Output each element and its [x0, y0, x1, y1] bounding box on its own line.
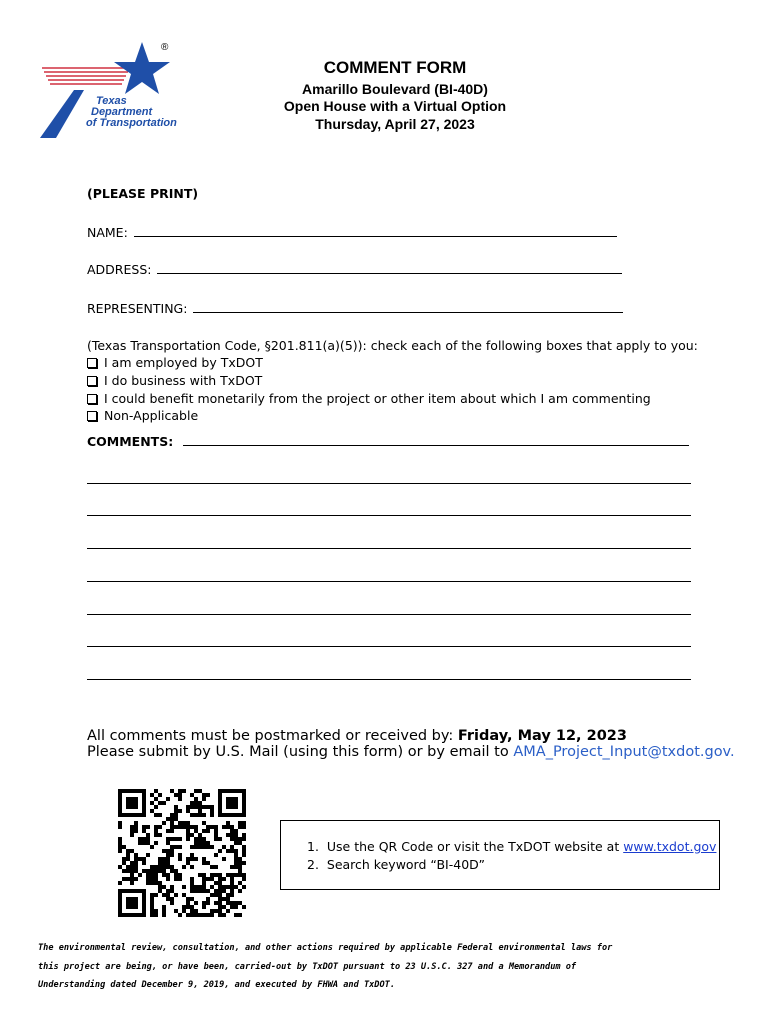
submit-prefix: Please submit by U.S. Mail (using this form) or by email to: [87, 744, 514, 760]
representing-label: REPRESENTING:: [87, 301, 188, 316]
instruction-text: Use the QR Code or visit the TxDOT website at: [326, 839, 624, 854]
name-label: NAME:: [87, 225, 128, 240]
footer-line: The environmental review, consultation, and other actions required by applicable Federal environmental laws for: [38, 943, 613, 953]
comment-line[interactable]: [87, 515, 691, 516]
deadline-prefix: All comments must be postmarked or received by:: [87, 728, 458, 744]
checkbox-icon[interactable]: [87, 394, 97, 404]
submit-suffix: .: [730, 744, 735, 760]
checkbox-business[interactable]: [87, 373, 262, 388]
name-field[interactable]: [87, 225, 617, 240]
instructions-box: [280, 820, 720, 890]
checkbox-icon[interactable]: [87, 411, 97, 421]
comment-line[interactable]: [87, 646, 691, 647]
checkbox-label: I could benefit monetarily from the project or other item about which I am commenting: [104, 391, 651, 406]
event-name: Open House with a Virtual Option: [283, 98, 507, 114]
comment-line[interactable]: [87, 614, 691, 615]
instructions-list: [307, 839, 716, 875]
qr-code-icon: [118, 789, 246, 917]
logo-line-1: Texas: [96, 95, 127, 107]
event-date: Thursday, April 27, 2023: [315, 116, 475, 132]
registered-mark: ®: [161, 42, 169, 53]
form-title: COMMENT FORM: [323, 58, 467, 77]
checkbox-icon[interactable]: [87, 376, 97, 386]
submit-notice: [87, 744, 735, 760]
address-field[interactable]: [87, 262, 622, 277]
checkbox-label: I am employed by TxDOT: [104, 355, 263, 370]
instruction-text: Search keyword “BI-40D”: [326, 857, 485, 872]
deadline-notice: [87, 728, 627, 744]
instruction-item: [307, 839, 716, 854]
address-input-line[interactable]: [157, 272, 622, 274]
comments-label: COMMENTS:: [87, 434, 174, 449]
address-label: ADDRESS:: [87, 262, 152, 277]
instruction-num: 1.: [307, 839, 319, 854]
project-name: Amarillo Boulevard (BI-40D): [302, 81, 488, 97]
comment-line[interactable]: [87, 581, 691, 582]
checkbox-benefit[interactable]: [87, 391, 651, 406]
footer-line: Understanding dated December 9, 2019, and executed by FHWA and TxDOT.: [38, 980, 395, 990]
representing-input-line[interactable]: [193, 311, 623, 313]
comments-input-line[interactable]: [183, 444, 689, 446]
transportation-code-note: (Texas Transportation Code, §201.811(a)(5)): check each of the following boxes that apply to you:: [87, 338, 698, 353]
checkbox-non-applicable[interactable]: [87, 408, 198, 423]
footer-line: this project are being, or have been, carried-out by TxDOT pursuant to 23 U.S.C. 327 and a Memorandum of: [38, 962, 577, 972]
comment-line[interactable]: [87, 483, 691, 484]
logo-line-3: of Transportation: [86, 117, 177, 129]
logo-text: [86, 95, 177, 129]
checkbox-label: I do business with TxDOT: [104, 373, 263, 388]
name-input-line[interactable]: [134, 235, 617, 237]
txdot-website-link[interactable]: www.txdot.gov: [623, 839, 717, 854]
txdot-logo: [38, 40, 178, 140]
representing-field[interactable]: [87, 301, 623, 316]
checkbox-icon[interactable]: [87, 358, 97, 368]
checkbox-label: Non-Applicable: [104, 408, 199, 423]
comment-line[interactable]: [87, 548, 691, 549]
please-print-note: (PLEASE PRINT): [87, 186, 199, 201]
instruction-item: [307, 857, 716, 872]
email-link[interactable]: AMA_Project_Input@txdot.gov: [513, 744, 731, 760]
qr-code: [118, 789, 246, 917]
comments-field[interactable]: [87, 434, 689, 449]
checkbox-employed[interactable]: [87, 355, 263, 370]
instruction-num: 2.: [307, 857, 319, 872]
logo-line-2: Department: [91, 106, 153, 118]
comment-line[interactable]: [87, 679, 691, 680]
deadline-date: Friday, May 12, 2023: [457, 728, 627, 744]
